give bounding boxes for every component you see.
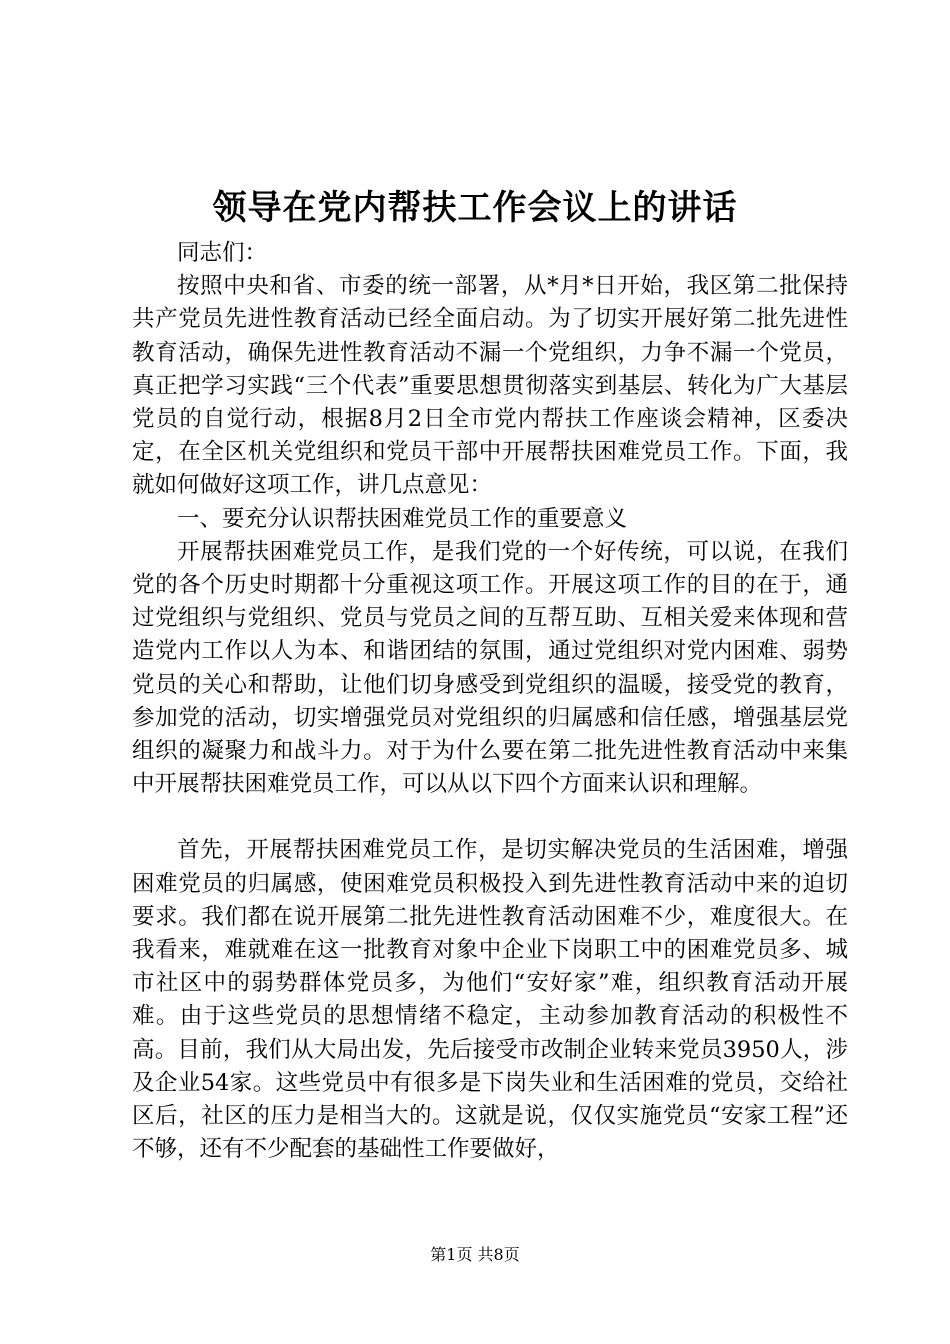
section-heading: 一、要充分认识帮扶困难党员工作的重要意义 — [177, 505, 628, 532]
paragraph-first-point: 首先，开展帮扶困难党员工作，是切实解决党员的生活困难，增强困难党员的归属感，使困难党员积极投入到先进性教育活动中来的迫切要求。我们都在说开展第二批先进性教育活动困难不少，难度很大。在我看来，难就难在这一批教育对象中企业下岗职工中的困难党员多、城市社区中的弱势群体党员多，为他们“安好家”难，组织教育活动开展难。由于这些党员的思想情绪不稳定，主动参加教育活动的积极性不高。目前，我们从大局出发，先后接受市改制企业转来党员3950人，涉及企业54家。这些党员中有很多是下岗失业和生活困难的党员，交给社区后，社区的压力是相当大的。这就是说，仅仅实施党员“安家工程”还不够，还有不少配套的基础性工作要做好， — [132, 837, 848, 1163]
document-title: 领导在党内帮扶工作会议上的讲话 — [212, 188, 738, 228]
salutation: 同志们： — [177, 240, 268, 266]
page-footer: 第1页 共8页 — [430, 1245, 520, 1264]
document-body — [132, 237, 848, 1166]
paragraph-intro: 按照中央和省、市委的统一部署，从*月*日开始，我区第二批保持共产党员先进性教育活动已经全面启动。为了切实开展好第二批先进性教育活动，确保先进性教育活动不漏一个党组织，力争不漏一个党员，真正把学习实践“三个代表”重要思想贯彻落实到基层、转化为广大基层党员的自觉行动，根据8月2日全市党内帮扶工作座谈会精神，区委决定，在全区机关党组织和党员干部中开展帮扶困难党员工作。下面，我就如何做好这项工作，讲几点意见： — [132, 273, 848, 499]
paragraph-significance: 开展帮扶困难党员工作，是我们党的一个好传统，可以说，在我们党的各个历史时期都十分重视这项工作。开展这项工作的目的在于，通过党组织与党组织、党员与党员之间的互帮互助、互相关爱来体现和营造党内工作以人为本、和谐团结的氛围，通过党组织对党内困难、弱势党员的关心和帮助，让他们切身感受到党组织的温暖，接受党的教育，参加党的活动，切实增强党员对党组织的归属感和信任感，增强基层党组织的凝聚力和战斗力。对于为什么要在第二批先进性教育活动中来集中开展帮扶困难党员工作，可以从以下四个方面来认识和理解。 — [132, 538, 848, 798]
